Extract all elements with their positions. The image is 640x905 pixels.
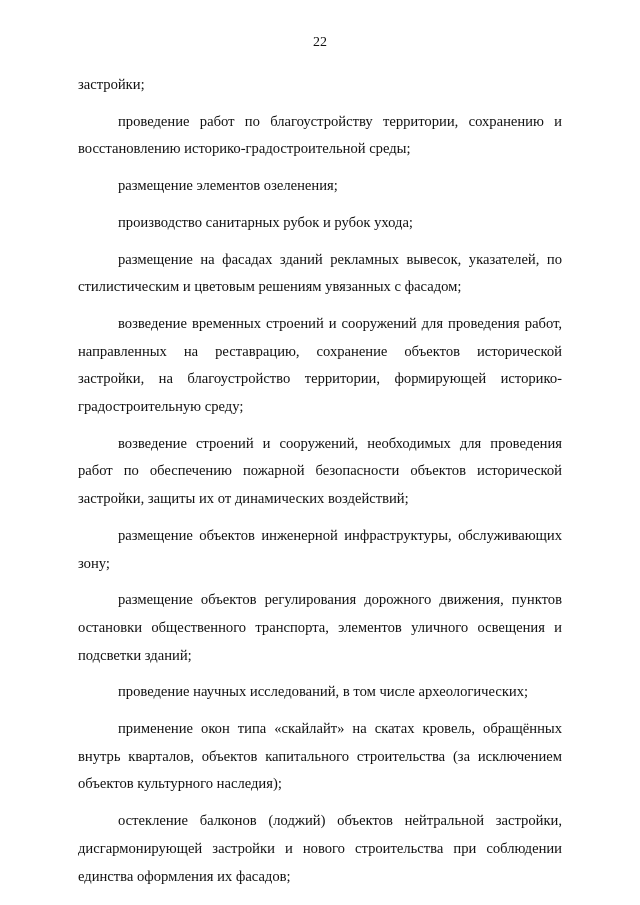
paragraph: застройки; — [78, 77, 145, 93]
paragraph: размещение объектов регулирования дорожного движения, пунктов остановки общественного транспорта, элементов уличного освещения и подсветки зданий; — [78, 592, 562, 664]
paragraph: проведение научных исследований, в том числе археологических; — [118, 684, 529, 701]
page-number: 22 — [313, 35, 327, 50]
paragraph: размещение на фасадах зданий рекламных вывесок, указателей, по стилистическим и цветовым решениям увязанных с фасадом; — [78, 251, 562, 296]
paragraph: возведение временных строений и сооружений для проведения работ, направленных на реставрацию, сохранение объектов исторической застройки, на благоустройство территории, формирующей историко-градостроительную среду; — [78, 315, 562, 416]
paragraph: производство санитарных рубок и рубок ухода; — [118, 214, 413, 231]
paragraph: размещение элементов озеленения; — [118, 178, 338, 195]
paragraph: остекление балконов (лоджий) объектов нейтральной застройки, дисгармонирующей застройки и нового строительства при соблюдении единства оформления их фасадов; — [78, 813, 562, 885]
document-body — [78, 72, 562, 900]
paragraph: возведение строений и сооружений, необходимых для проведения работ по обеспечению пожарной безопасности объектов исторической застройки, защиты их от динамических воздействий; — [78, 435, 562, 508]
paragraph: проведение работ по благоустройству территории, сохранению и восстановлению историко-градостроительной среды; — [78, 113, 562, 158]
paragraph: применение окон типа «скайлайт» на скатах кровель, обращённых внутрь кварталов, объектов капитального строительства (за исключением объектов культурного наследия); — [78, 721, 562, 793]
paragraph: размещение объектов инженерной инфраструктуры, обслуживающих зону; — [78, 527, 562, 572]
